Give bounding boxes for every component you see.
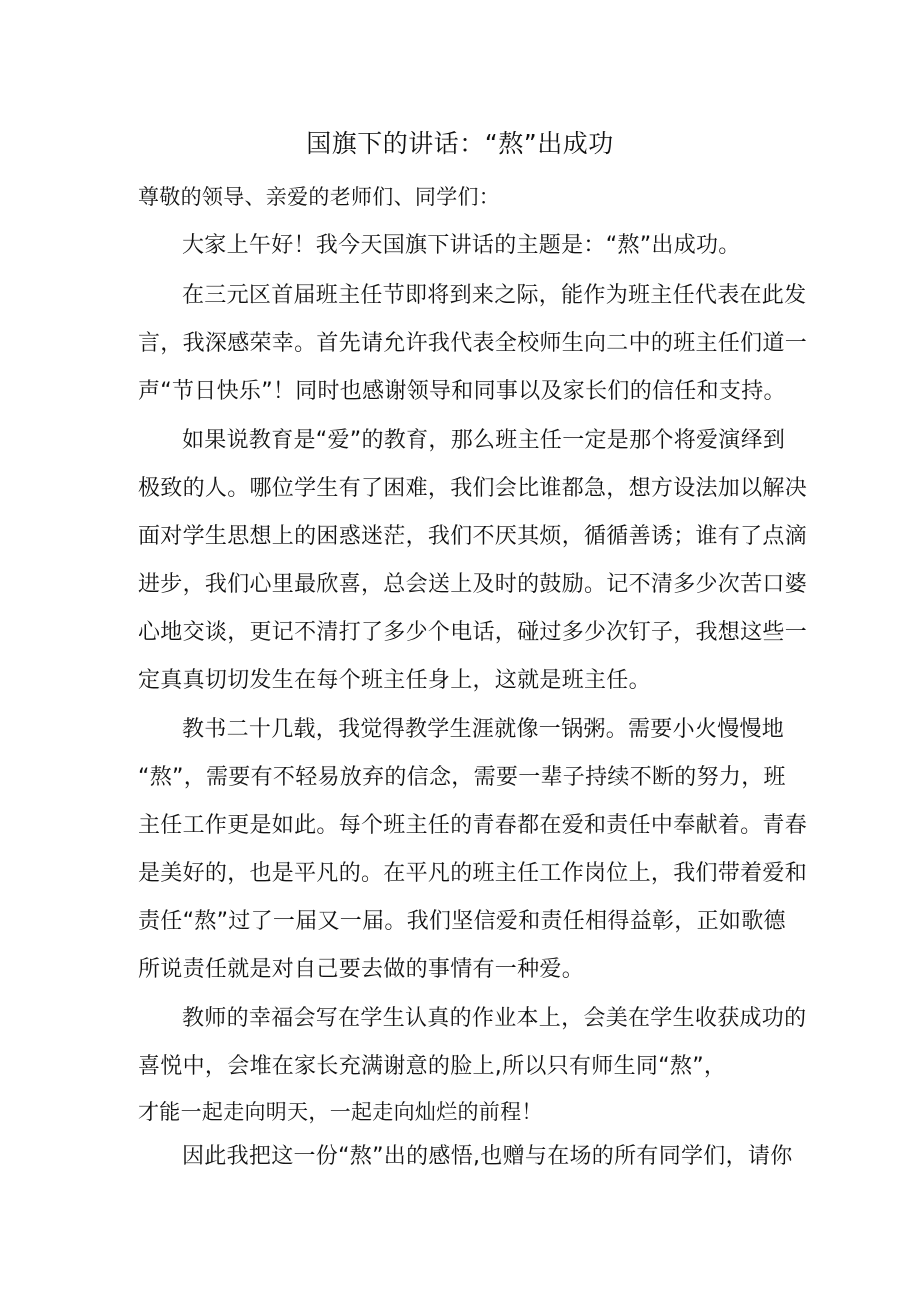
text-line: 进步，我们心里最欣喜，总会送上及时的鼓励。记不清多少次苦口婆 <box>138 572 808 597</box>
text-line: 是美好的，也是平凡的。在平凡的班主任工作岗位上，我们带着爱和 <box>138 861 808 886</box>
text-line: 因此我把这一份“熬”出的感悟,也赠与在场的所有同学们，请你 <box>182 1144 793 1169</box>
text-line: 大家上午好！我今天国旗下讲话的主题是：“熬”出成功。 <box>182 233 741 258</box>
text-line: 责任“熬”过了一届又一届。我们坚信爱和责任相得益彰，正如歌德 <box>138 909 786 934</box>
text-line: 言，我深感荣幸。首先请允许我代表全校师生向二中的班主任们道一 <box>138 331 808 356</box>
text-line: 教师的幸福会写在学生认真的作业本上，会美在学生收获成功的 <box>182 1006 807 1031</box>
text-line: 如果说教育是“爱”的教育，那么班主任一定是那个将爱演绎到 <box>182 428 786 453</box>
text-line: 声“节日快乐”！同时也感谢领导和同事以及家长们的信任和支持。 <box>138 379 786 404</box>
text-line: 尊敬的领导、亲爱的老师们、同学们： <box>138 185 501 209</box>
text-line: 在三元区首届班主任节即将到来之际，能作为班主任代表在此发 <box>182 283 807 308</box>
text-line: 定真真切切发生在每个班主任身上，这就是班主任。 <box>138 668 651 693</box>
text-line: 主任工作更是如此。每个班主任的青春都在爱和责任中奉献着。青春 <box>138 813 808 838</box>
text-line: 教书二十几载，我觉得教学生涯就像一锅粥。需要小火慢慢地 <box>182 717 785 742</box>
text-line: 心地交谈，更记不清打了多少个电话，碰过多少次钉子，我想这些一 <box>138 620 808 645</box>
text-line: “熬”，需要有不轻易放弃的信念，需要一辈子持续不断的努力，班 <box>138 765 786 790</box>
text-line: 所说责任就是对自己要去做的事情有一种爱。 <box>138 957 585 982</box>
text-line: 喜悦中，会堆在家长充满谢意的脸上,所以只有师生同“熬”， <box>138 1054 727 1079</box>
text-line: 极致的人。哪位学生有了困难，我们会比谁都急，想方设法加以解决 <box>138 476 808 501</box>
text-line: 才能一起走向明天，一起走向灿烂的前程！ <box>138 1100 543 1124</box>
text-line: 面对学生思想上的困惑迷茫，我们不厌其烦，循循善诱；谁有了点滴 <box>138 524 808 549</box>
page-title: 国旗下的讲话：“熬”出成功 <box>306 129 614 158</box>
